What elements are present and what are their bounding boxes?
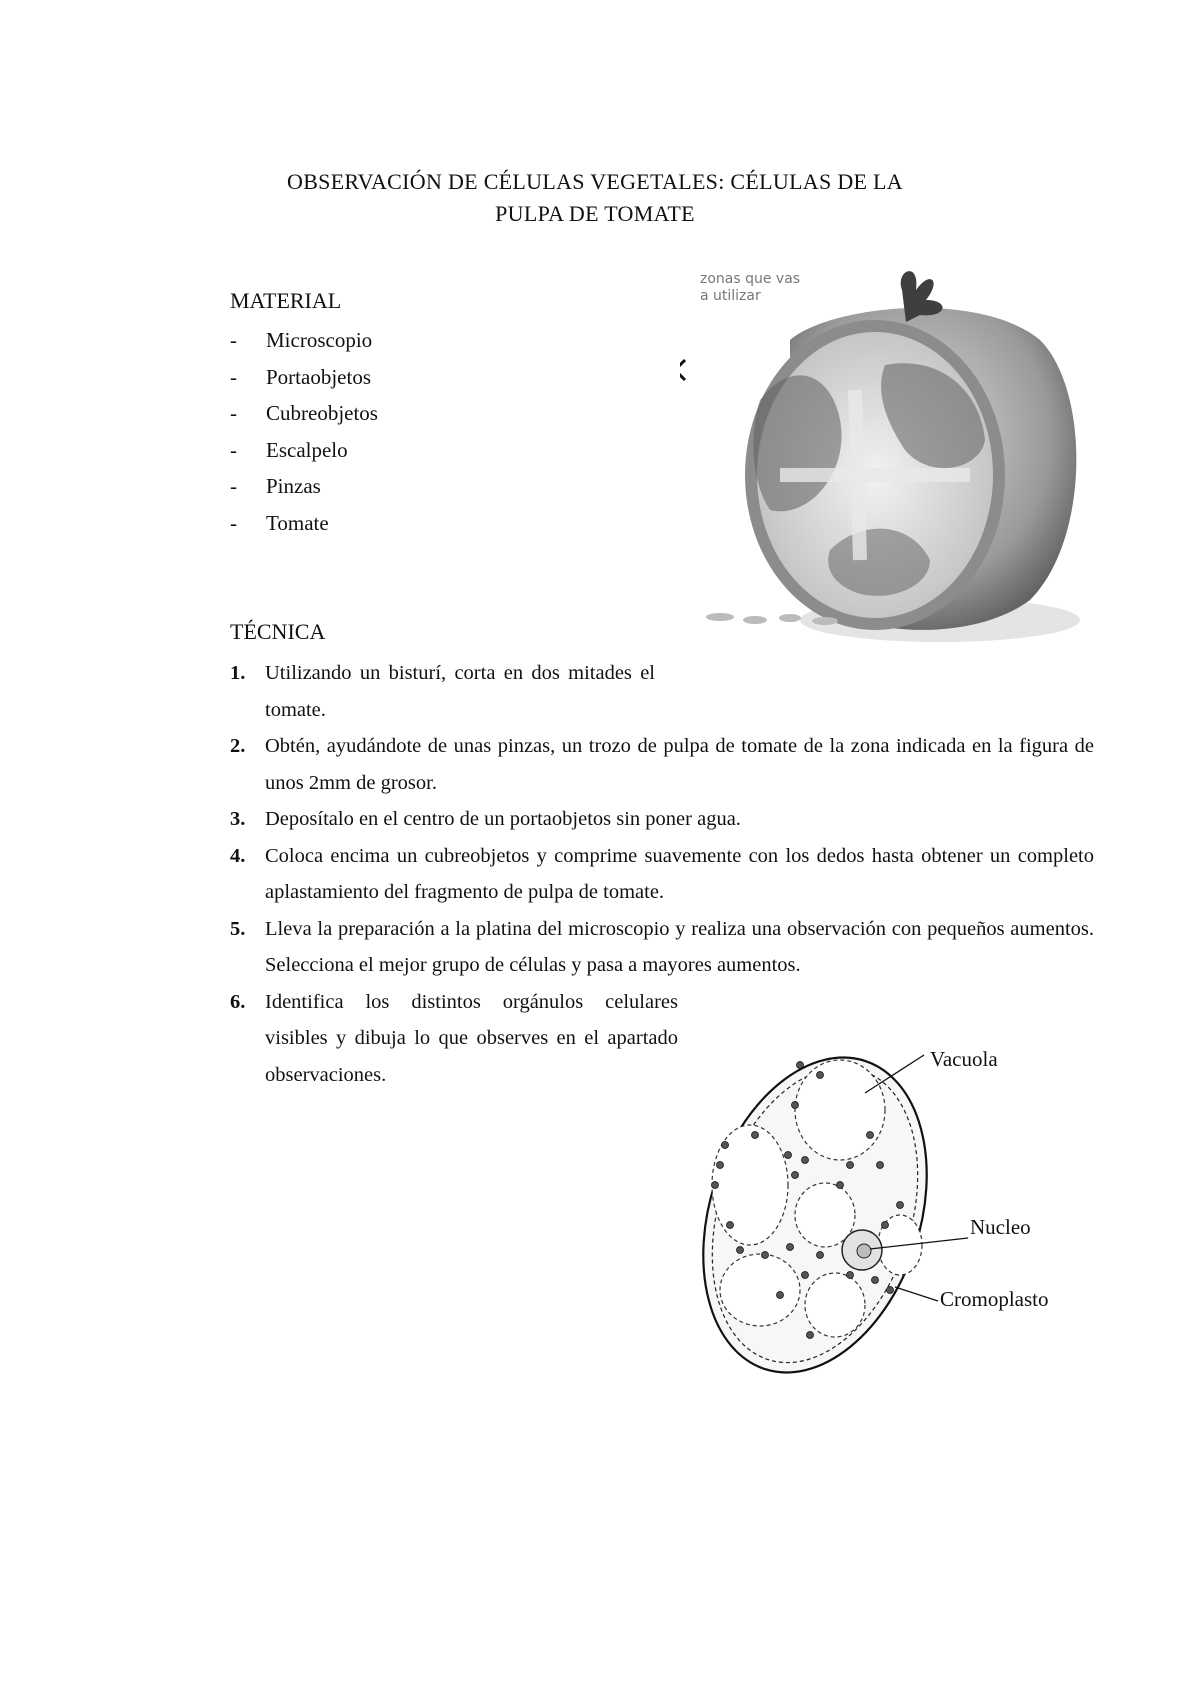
label-cromoplasto: Cromoplasto bbox=[940, 1287, 1049, 1311]
step-number: 6. bbox=[230, 990, 246, 1013]
material-heading: MATERIAL bbox=[230, 288, 342, 313]
title-line-2: PULPA DE TOMATE bbox=[495, 201, 695, 226]
material-item-label: Tomate bbox=[266, 510, 329, 535]
tomato-zone-label: zonas que vas a utilizar bbox=[700, 271, 801, 304]
leader-line-chromoplast bbox=[895, 1287, 938, 1301]
material-item bbox=[230, 322, 378, 359]
bullet-dash: - bbox=[230, 364, 237, 389]
nucleolus bbox=[857, 1244, 871, 1258]
seed bbox=[706, 613, 734, 621]
step-text: Utilizando un bisturí, corta en dos mitades el tomate. bbox=[265, 662, 655, 721]
step-number: 1. bbox=[230, 662, 246, 684]
bullet-dash: - bbox=[230, 510, 237, 535]
step-item bbox=[230, 801, 1094, 838]
vacuole bbox=[720, 1254, 800, 1326]
tecnica-steps bbox=[230, 655, 1094, 1093]
bullet-dash: - bbox=[230, 474, 237, 498]
tomato-illustration bbox=[680, 260, 1100, 680]
title-line-1: OBSERVACIÓN DE CÉLULAS VEGETALES: CÉLULAS DE LA bbox=[287, 169, 903, 194]
step-text: Deposítalo en el centro de un portaobjetos sin poner agua. bbox=[265, 808, 741, 830]
cell-diagram bbox=[700, 1045, 1120, 1385]
step-text: Lleva la preparación a la platina del microscopio y realiza una observación con pequeños aumentos. Selecciona el mejor grupo de células y pasa a mayores aumentos. bbox=[265, 917, 1094, 976]
step-text: Identifica los distintos orgánulos celulares visibles y dibuja lo que observes en el apartado observaciones. bbox=[265, 990, 678, 1086]
step-text: Obtén, ayudándote de unas pinzas, un trozo de pulpa de tomate de la zona indicada en la figura de unos 2mm de grosor. bbox=[265, 735, 1094, 794]
material-item-label: Pinzas bbox=[266, 474, 321, 498]
step-item bbox=[230, 984, 678, 1094]
step-item bbox=[230, 728, 1094, 801]
cut-zone-marker bbox=[680, 360, 685, 380]
step-number: 2. bbox=[230, 735, 246, 757]
step-item bbox=[230, 655, 655, 728]
seed bbox=[743, 616, 767, 624]
material-item-label: Microscopio bbox=[266, 328, 373, 352]
step-item bbox=[230, 911, 1094, 984]
step-number: 3. bbox=[230, 808, 246, 830]
document-title bbox=[230, 166, 960, 230]
vacuole bbox=[795, 1060, 885, 1160]
step-text: Coloca encima un cubreobjetos y comprime suavemente con los dedos hasta obtener un completo aplastamiento del fragmento de pulpa de tomate. bbox=[265, 844, 1094, 903]
material-item bbox=[230, 395, 378, 432]
label-vacuola: Vacuola bbox=[930, 1047, 998, 1071]
seed bbox=[812, 617, 838, 625]
label-nucleo: Nucleo bbox=[970, 1215, 1031, 1239]
material-list bbox=[230, 322, 378, 541]
step-number: 5. bbox=[230, 917, 246, 940]
material-item bbox=[230, 468, 378, 505]
tecnica-heading: TÉCNICA bbox=[230, 619, 326, 644]
material-item bbox=[230, 505, 378, 542]
material-item-label: Portaobjetos bbox=[266, 364, 371, 389]
vacuole bbox=[805, 1273, 865, 1337]
bullet-dash: - bbox=[230, 437, 237, 462]
step-number: 4. bbox=[230, 844, 246, 867]
material-item bbox=[230, 359, 378, 396]
step-item bbox=[230, 838, 1094, 911]
bullet-dash: - bbox=[230, 328, 237, 352]
seed bbox=[779, 614, 801, 622]
bullet-dash: - bbox=[230, 401, 237, 425]
material-item-label: Escalpelo bbox=[266, 437, 348, 462]
material-item bbox=[230, 432, 378, 469]
material-item-label: Cubreobjetos bbox=[266, 401, 378, 425]
